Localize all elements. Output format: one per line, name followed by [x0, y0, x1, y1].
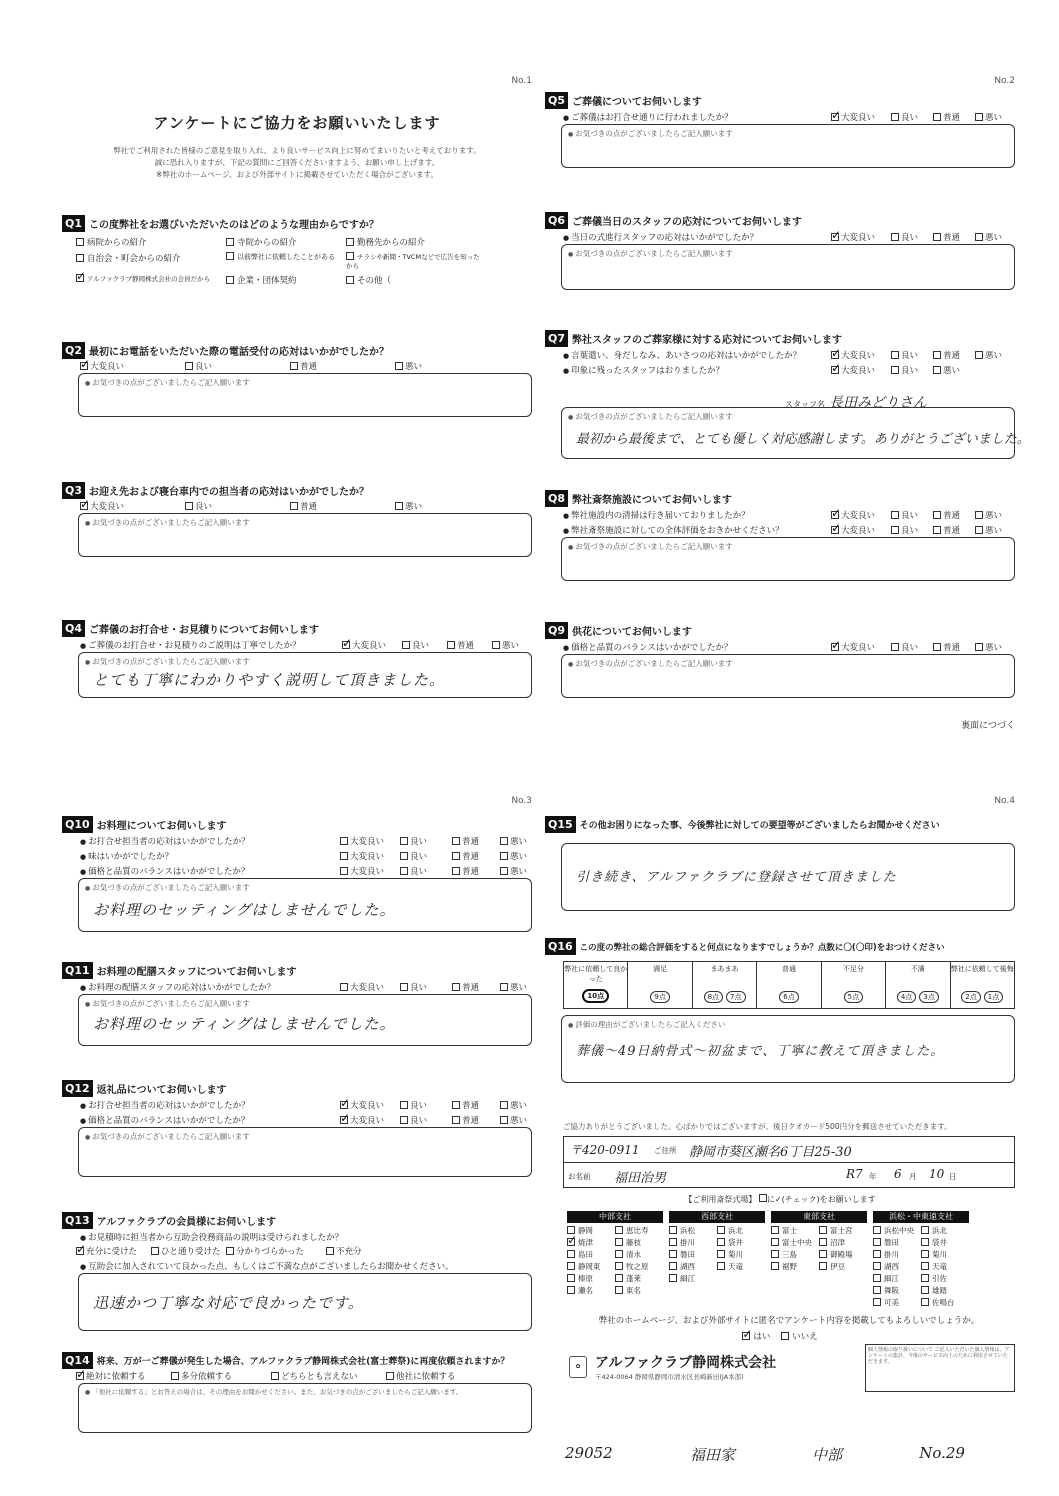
q7-handwritten-comment: 最初から最後まで、とても優しく対応感謝します。ありがとうございました。: [576, 432, 1030, 447]
q12-row1-opt-great[interactable]: ✓ 大変良い: [340, 1099, 400, 1111]
venue-option[interactable]: 湖西: [669, 1261, 717, 1272]
q4-opt-bad[interactable]: 悪い: [492, 639, 532, 651]
scale-cell: 弊社に依頼して良かった 10点: [563, 961, 627, 1009]
venue-option[interactable]: 袋井: [717, 1237, 765, 1248]
scale-cell: 普通 6点: [756, 961, 820, 1009]
q10-handwritten-comment: お料理のセッティングはしませんでした。: [93, 901, 396, 919]
score-5[interactable]: 5点: [844, 991, 863, 1003]
score-1[interactable]: 1点: [984, 991, 1003, 1003]
q15-comment-box[interactable]: [561, 843, 1015, 911]
q3-badge: Q3: [62, 482, 85, 499]
q1-option[interactable]: 自治会・町会からの紹介: [76, 252, 226, 270]
question-q11: [62, 962, 532, 1046]
venue-option[interactable]: 静岡東: [567, 1261, 615, 1272]
date-month[interactable]: 6: [894, 1167, 902, 1181]
venue-option[interactable]: 牧之原: [615, 1261, 663, 1272]
venue-option[interactable]: 菊川: [717, 1249, 765, 1260]
q4-comment-box[interactable]: ● お気づきの点がございましたらご記入願います とても丁寧にわかりやすく説明して頂きました。: [78, 652, 532, 698]
q7-row1-opt-good[interactable]: 良い: [891, 349, 933, 361]
q1-option[interactable]: その他（: [346, 274, 486, 286]
q5-opt-good[interactable]: 良い: [891, 111, 933, 123]
q14-title: 将来、万が一ご葬儀が発生した場合、アルファクラブ静岡株式会社(富士葬祭)に再度依頼されますか？: [96, 1357, 510, 1367]
q8-row2-opt-good[interactable]: 良い: [891, 524, 933, 536]
thanks-message: ご協力ありがとうございました。心ばかりではございますが、後日クオカード500円分を郵送させていただきます。: [563, 1122, 952, 1131]
question-q14: [62, 1352, 532, 1433]
q13-opt-unclear[interactable]: 分かりづらかった: [226, 1245, 326, 1257]
q11-opt-good[interactable]: 良い: [400, 981, 452, 993]
q4-title: ご葬儀のお打合せ・お見積りについてお伺いします: [89, 625, 319, 636]
score-6[interactable]: 6点: [779, 991, 798, 1003]
venue-option[interactable]: 御殿場: [819, 1249, 867, 1260]
q11-badge: Q11: [62, 962, 93, 979]
venue-option[interactable]: 浜北: [921, 1225, 969, 1236]
q16-handwritten-comment: 葬儀〜49日納骨式〜初盆まで、丁寧に教えて頂きました。: [576, 1044, 945, 1059]
venue-option-checked[interactable]: ✓焼津: [567, 1237, 615, 1248]
q12-row2-label: ● 価格と品質のバランスはいかがでしたか？: [80, 1114, 340, 1126]
q11-row-label: ● お料理の配膳スタッフの応対はいかがでしたか？: [80, 981, 340, 993]
q8-row2-opt-great[interactable]: ✓ 大変良い: [831, 524, 891, 536]
address-box: 〒420-0911 ご住所 静岡市葵区瀬名6丁目25-30 お名前 福田治男 R7 年 6 月 10 日: [563, 1136, 1015, 1188]
q12-comment-box[interactable]: ● お気づきの点がございましたらご記入願います: [78, 1127, 532, 1177]
q14-badge: Q14: [62, 1352, 93, 1369]
q13-handwritten-comment: 迅速かつ丁寧な対応で良かったです。: [93, 1294, 364, 1312]
question-q12: [62, 1080, 532, 1177]
q13-comment-box[interactable]: [78, 1273, 532, 1331]
q2-opt-great[interactable]: ✓大変良い: [80, 360, 185, 372]
q12-row2-opt-normal[interactable]: 普通: [452, 1114, 500, 1126]
q2-badge: Q2: [62, 342, 85, 359]
venue-option[interactable]: 細江: [873, 1273, 921, 1284]
q3-opt-bad[interactable]: 悪い: [395, 500, 500, 512]
q10-row1-opt-normal[interactable]: 普通: [452, 835, 500, 847]
q7-comment-box[interactable]: ● お気づきの点がございましたらご記入願います 最初から最後まで、とても優しく対応感謝します。ありがとうございました。: [561, 407, 1015, 459]
q4-row-label: ● ご葬儀のお打合せ・お見積りのご説明は丁寧でしたか？: [80, 639, 342, 651]
q12-badge: Q12: [62, 1080, 93, 1097]
branch-tobu: 東部支社 富士 富士宮 富士中央 沼津 三島 御殿場 裾野 伊豆: [771, 1211, 867, 1308]
publish-yes[interactable]: ✓はい: [742, 1332, 770, 1342]
venue-option[interactable]: 可美: [873, 1297, 921, 1308]
q6-opt-good[interactable]: 良い: [891, 231, 933, 243]
q3-opt-good[interactable]: 良い: [185, 500, 290, 512]
q10-row2-opt-good[interactable]: 良い: [400, 850, 452, 862]
score-4[interactable]: 4点: [897, 991, 916, 1003]
q8-comment-box[interactable]: ● お気づきの点がございましたらご記入願います: [561, 537, 1015, 581]
q5-opt-great[interactable]: ✓ 大変良い: [831, 111, 891, 123]
q6-title: ご葬儀当日のスタッフの応対についてお伺いします: [572, 217, 802, 228]
q11-opt-normal[interactable]: 普通: [452, 981, 500, 993]
q6-opt-bad[interactable]: 悪い: [975, 231, 1015, 243]
q10-row2-opt-great[interactable]: 大変良い: [340, 850, 400, 862]
venue-option[interactable]: 袋井: [921, 1237, 969, 1248]
q2-opt-bad[interactable]: 悪い: [395, 360, 500, 372]
q13-badge: Q13: [62, 1212, 93, 1229]
q8-badge: Q8: [545, 490, 568, 507]
question-q9: [545, 622, 1015, 731]
scale-cell: 満足 9点: [627, 961, 691, 1009]
q5-row-label: ● ご葬儀はお打合せ通りに行われましたか？: [563, 111, 831, 123]
q4-opt-normal[interactable]: 普通: [447, 639, 492, 651]
venue-option[interactable]: 掛川: [873, 1249, 921, 1260]
page-number: No.1: [511, 76, 532, 86]
q9-opt-normal[interactable]: 普通: [933, 641, 975, 653]
question-q5: [545, 92, 1015, 168]
question-q1: [62, 215, 532, 286]
q9-opt-bad[interactable]: 悪い: [975, 641, 1015, 653]
venue-option[interactable]: 引佐: [921, 1273, 969, 1284]
survey-title: アンケートにご協力をお願いいたします: [153, 114, 441, 132]
date-day[interactable]: 10: [929, 1167, 945, 1181]
q15-title: その他お困りになった事、今後弊社に対しての要望等がございましたらお聞かせください: [579, 821, 940, 831]
q10-row1-opt-great[interactable]: 大変良い: [340, 835, 400, 847]
q14-opt-definitely[interactable]: ✓絶対に依頼する: [76, 1370, 171, 1382]
q5-title: ご葬儀についてお伺いします: [572, 97, 702, 108]
q11-opt-bad[interactable]: 悪い: [500, 981, 532, 993]
q5-comment-box[interactable]: ● お気づきの点がございましたらご記入願います: [561, 124, 1015, 168]
q7-row1-opt-bad[interactable]: 悪い: [975, 349, 1015, 361]
venue-option[interactable]: 島田: [567, 1249, 615, 1260]
venue-option[interactable]: 伊豆: [819, 1261, 867, 1272]
q8-row2-opt-bad[interactable]: 悪い: [975, 524, 1015, 536]
q6-badge: Q6: [545, 212, 568, 229]
q12-title: 返礼品についてお伺いします: [96, 1085, 227, 1096]
branch-seibu: 西部支社 浜松 浜北 掛川 袋井 磐田 菊川 湖西 天竜 細江: [669, 1211, 765, 1308]
q9-opt-great[interactable]: ✓ 大変良い: [831, 641, 891, 653]
q9-badge: Q9: [545, 622, 568, 639]
question-q6: [545, 212, 1015, 290]
scale-cell: 不足分 5点: [821, 961, 885, 1009]
venue-option[interactable]: 細江: [669, 1273, 717, 1284]
q8-row1-opt-great[interactable]: ✓ 大変良い: [831, 509, 891, 521]
q10-row1-label: ● お打合せ担当者の応対はいかがでしたか？: [80, 835, 340, 847]
question-q4: [62, 620, 532, 698]
q16-comment-box[interactable]: ● 評価の理由がございましたらご記入ください 葬儀〜49日納骨式〜初盆まで、丁寧に教えて頂きました。: [561, 1015, 1015, 1083]
q16-rating-scale: [563, 961, 1015, 1009]
venue-option[interactable]: 裾野: [771, 1261, 819, 1272]
q9-row-label: ● 価格と品質のバランスはいかがでしたか？: [563, 641, 831, 653]
q4-opt-great[interactable]: ✓ 大変良い: [342, 639, 402, 651]
address-value[interactable]: 静岡市葵区瀬名6丁目25-30: [689, 1145, 852, 1160]
venue-option[interactable]: 菊川: [921, 1249, 969, 1260]
q7-row2-opt-bad[interactable]: 悪い: [933, 364, 1015, 376]
venue-option[interactable]: 富士中央: [771, 1237, 819, 1248]
venue-option[interactable]: 沼津: [819, 1237, 867, 1248]
q7-title: 弊社スタッフのご葬家様に対する応対についてお伺いします: [572, 335, 842, 346]
q9-opt-good[interactable]: 良い: [891, 641, 933, 653]
venue-option[interactable]: 天竜: [921, 1261, 969, 1272]
q7-staff-name: スタッフ名 長田みどりさん: [785, 395, 927, 411]
q16-title: この度の弊社の総合評価をすると何点になりますでしょうか？点数に〇(〇印)をおつけください: [579, 942, 945, 953]
q14-opt-undecided[interactable]: どちらとも言えない: [271, 1370, 386, 1382]
page-number: No.2: [994, 76, 1015, 86]
question-q3: [62, 482, 532, 557]
company-logo-icon: ✿: [569, 1356, 587, 1378]
branch-chubu: 中部支社 静岡 恵比寿 ✓焼津 藤枝 島田 清水 静岡東 牧之原 榛原 蓬莱 瀬名 東名: [567, 1211, 663, 1308]
q3-comment-box[interactable]: ● お気づきの点がございましたらご記入願います: [78, 513, 532, 557]
q12-row1-label: ● お打合せ担当者の応対はいかがでしたか？: [80, 1099, 340, 1111]
q13-opt-full[interactable]: ✓充分に受けた: [76, 1245, 151, 1257]
question-q10: [62, 816, 532, 932]
score-2[interactable]: 2点: [961, 991, 980, 1003]
question-q8: [545, 490, 1015, 581]
q13-opt-mostly[interactable]: ひと通り受けた: [151, 1245, 226, 1257]
q10-row2-opt-normal[interactable]: 普通: [452, 850, 500, 862]
q3-opt-normal[interactable]: 普通: [290, 500, 395, 512]
venue-option[interactable]: 磐田: [669, 1249, 717, 1260]
page-number: No.3: [511, 796, 532, 806]
q6-opt-normal[interactable]: 普通: [933, 231, 975, 243]
page-number: No.4: [994, 796, 1015, 806]
q8-row1-label: ● 弊社施設内の清掃は行き届いておりましたか？: [563, 509, 831, 521]
q13-row-label: ● お見積時に担当者から互助会役務商品の説明は受けられましたか？: [80, 1231, 532, 1243]
scale-cell: まあまあ 8点 7点: [692, 961, 756, 1009]
q10-title: お料理についてお伺いします: [96, 821, 227, 832]
q1-option[interactable]: 企業・団体契約: [226, 274, 346, 286]
venue-option[interactable]: 蓬莱: [615, 1273, 663, 1284]
date-era[interactable]: R7: [846, 1167, 863, 1181]
stamp-number: No.29: [919, 1444, 965, 1462]
q7-row2-opt-good[interactable]: 良い: [891, 364, 933, 376]
q7-row1-label: ● 言葉遣い、身だしなみ、あいさつの応対はいかがでしたか？: [563, 349, 831, 361]
q15-handwritten-comment: 引き続き、アルファクラブに登録させて頂きました: [576, 870, 897, 885]
handwritten-stamp-line: [565, 1444, 965, 1465]
contact-section: [545, 1115, 1015, 1381]
privacy-notice: 個人情報の取り扱いについて ご記入いただいた個人情報は、アンケートの集計、今後のサービス向上のために利用させていただきます。: [865, 1344, 1015, 1392]
venue-option[interactable]: 三島: [771, 1249, 819, 1260]
venue-option[interactable]: 佐鳴台: [921, 1297, 969, 1308]
q7-row1-opt-great[interactable]: ✓ 大変良い: [831, 349, 891, 361]
q7-badge: Q7: [545, 330, 568, 347]
venue-option[interactable]: 湖西: [873, 1261, 921, 1272]
scale-cell: 不満 4点 3点: [885, 961, 949, 1009]
publish-options: [545, 1330, 1015, 1342]
q2-opt-good[interactable]: 良い: [185, 360, 290, 372]
score-9[interactable]: 9点: [650, 991, 669, 1003]
q6-opt-great[interactable]: ✓ 大変良い: [831, 231, 891, 243]
q2-comment-box[interactable]: ● お気づきの点がございましたらご記入願います: [78, 373, 532, 417]
venue-option[interactable]: 恵比寿: [615, 1225, 663, 1236]
usage-title: 【ご利用斎祭式場】 に✓(チェック)をお願いします: [684, 1195, 876, 1204]
q3-title: お迎え先および寝台車内での担当者の応対はいかがでしたか？: [89, 487, 370, 498]
q1-option[interactable]: 寺院からの紹介: [226, 236, 346, 248]
q10-row2-opt-bad[interactable]: 悪い: [500, 850, 532, 862]
q4-opt-good[interactable]: 良い: [402, 639, 447, 651]
score-3[interactable]: 3点: [919, 991, 938, 1003]
company-footer: [569, 1347, 1015, 1381]
question-q15: [545, 816, 1015, 911]
venue-option[interactable]: 富士: [771, 1225, 819, 1236]
q7-row1-opt-normal[interactable]: 普通: [933, 349, 975, 361]
q10-row1-opt-bad[interactable]: 悪い: [500, 835, 532, 847]
venue-option[interactable]: 舞阪: [873, 1285, 921, 1296]
venue-option[interactable]: 静岡: [567, 1225, 615, 1236]
venue-option[interactable]: 榛原: [567, 1273, 615, 1284]
q12-row1-opt-normal[interactable]: 普通: [452, 1099, 500, 1111]
q1-title: この度弊社をお選びいただいたのはどのような理由からですか？: [89, 220, 379, 231]
q1-option[interactable]: 勤務先からの紹介: [346, 236, 486, 248]
q6-row-label: ● 当日の式進行スタッフの応対はいかがでしたか？: [563, 231, 831, 243]
q2-title: 最初にお電話をいただいた際の電話受付の応対はいかがでしたか？: [89, 347, 390, 358]
question-q16: [545, 938, 1015, 1083]
q8-title: 弊社斎祭施設についてお伺いします: [572, 495, 732, 506]
q8-row2-opt-normal[interactable]: 普通: [933, 524, 975, 536]
name-label: お名前: [568, 1172, 591, 1181]
q10-row1-opt-good[interactable]: 良い: [400, 835, 452, 847]
question-q7: [545, 330, 1030, 459]
q6-comment-box[interactable]: ● お気づきの点がございましたらご記入願います: [561, 244, 1015, 290]
q7-row2-label: ● 印象に残ったスタッフはおりましたか？: [563, 364, 831, 376]
question-q13: [62, 1212, 532, 1331]
q14-comment-box[interactable]: ● 「他社に依頼する」とお答えの場合は、その理由をお聞かせください。また、お気づきの点がございましたらご記入願います。: [78, 1383, 532, 1433]
q10-comment-box[interactable]: ● お気づきの点がございましたらご記入願います お料理のセッティングはしませんでした。: [78, 878, 532, 932]
venue-option[interactable]: 浜松: [669, 1225, 717, 1236]
q15-badge: Q15: [545, 816, 576, 833]
address-label: ご住所: [654, 1146, 677, 1155]
q14-opt-other-company[interactable]: 他社に依頼する: [386, 1370, 466, 1382]
venue-option[interactable]: 富士宮: [819, 1225, 867, 1236]
venue-option[interactable]: 瀬名: [567, 1285, 615, 1296]
q1-option[interactable]: 以前弊社に依頼したことがある: [226, 252, 346, 270]
publish-no[interactable]: いいえ: [781, 1332, 818, 1342]
venue-option[interactable]: 雄踏: [921, 1285, 969, 1296]
q1-option[interactable]: チラシや新聞・TVCMなどで広告を知ったから: [346, 253, 480, 270]
q11-opt-great[interactable]: 大変良い: [340, 981, 400, 993]
branch-list: [567, 1211, 1015, 1308]
q11-comment-box[interactable]: ● お気づきの点がございましたらご記入願います お料理のセッティングはしませんでした。: [78, 994, 532, 1046]
venue-option[interactable]: 浜北: [717, 1225, 765, 1236]
company-name: アルファクラブ静岡株式会社: [595, 1355, 777, 1371]
q11-handwritten-comment: お料理のセッティングはしませんでした。: [93, 1015, 396, 1033]
company-address: 〒424-0064 静岡県静岡市清水区長崎新田(JA本部): [595, 1373, 744, 1381]
q16-badge: Q16: [545, 938, 576, 955]
q10-row3-opt-good[interactable]: 良い: [400, 865, 452, 877]
q5-opt-bad[interactable]: 悪い: [975, 111, 1015, 123]
q5-badge: Q5: [545, 92, 568, 109]
q7-row2-opt-great[interactable]: ✓ 大変良い: [831, 364, 891, 376]
q9-comment-box[interactable]: ● お気づきの点がございましたらご記入願います: [561, 654, 1015, 698]
score-7[interactable]: 7点: [726, 991, 745, 1003]
score-8[interactable]: 8点: [704, 991, 723, 1003]
continue-note: 裏面につづく: [961, 721, 1015, 731]
venue-option[interactable]: 藤枝: [615, 1237, 663, 1248]
publish-question: 弊社のホームページ、および外部サイトに匿名でアンケート内容を掲載してもよろしいでしょうか。: [598, 1316, 980, 1326]
q13-title: アルファクラブの会員様にお伺いします: [96, 1217, 277, 1228]
stamp-family: 福田家: [689, 1446, 735, 1464]
question-q2: [62, 342, 532, 417]
q5-opt-normal[interactable]: 普通: [933, 111, 975, 123]
q10-row3-opt-great[interactable]: 大変良い: [340, 865, 400, 877]
venue-option[interactable]: 東名: [615, 1285, 663, 1296]
q10-row3-label: ● 価格と品質のバランスはいかがでしたか？: [80, 865, 340, 877]
q4-handwritten-comment: とても丁寧にわかりやすく説明して頂きました。: [93, 671, 446, 689]
q12-row1-opt-bad[interactable]: 悪い: [500, 1099, 532, 1111]
q10-badge: Q10: [62, 816, 93, 833]
q8-row2-label: ● 弊社斎祭施設に対しての全体評価をおきかせください？: [563, 524, 831, 536]
q14-opt-probably[interactable]: 多分依頼する: [171, 1370, 271, 1382]
venue-option[interactable]: 掛川: [669, 1237, 717, 1248]
q13-row2-label: ● 互助会に加入されていて良かった点、もしくはご不満な点がございましたらお聞かせください。: [80, 1260, 532, 1272]
scale-cell: 弊社に依頼して後悔 2点 1点: [950, 961, 1015, 1009]
q10-row3-opt-normal[interactable]: 普通: [452, 865, 500, 877]
q12-row2-opt-great[interactable]: ✓ 大変良い: [340, 1114, 400, 1126]
q1-badge: Q1: [62, 215, 85, 232]
q10-row3-opt-bad[interactable]: 悪い: [500, 865, 532, 877]
venue-option[interactable]: 磐田: [873, 1237, 921, 1248]
q4-badge: Q4: [62, 620, 85, 637]
q10-row2-label: ● 味はいかがでしたか？: [80, 850, 340, 862]
q8-row1-opt-good[interactable]: 良い: [891, 509, 933, 521]
page-1: [62, 70, 532, 689]
q8-row1-opt-normal[interactable]: 普通: [933, 509, 975, 521]
stamp-code: 29052: [565, 1444, 613, 1462]
q8-row1-opt-bad[interactable]: 悪い: [975, 509, 1015, 521]
name-value[interactable]: 福田治男: [614, 1171, 667, 1186]
branch-hamamatsu: 浜松・中東遠支社 浜松中央 浜北 磐田 袋井 掛川 菊川 湖西 天竜 細江 引佐 舞阪 雄踏 可美 佐鳴台: [873, 1211, 969, 1308]
q12-row2-opt-bad[interactable]: 悪い: [500, 1114, 532, 1126]
q11-title: お料理の配膳スタッフについてお伺いします: [96, 967, 297, 978]
q1-option[interactable]: 病院からの紹介: [76, 236, 226, 248]
q1-option-checked[interactable]: ✓アルファクラブ静岡株式会社の会員だから: [76, 274, 226, 286]
venue-option[interactable]: 浜松中央: [873, 1225, 921, 1236]
q13-opt-insufficient[interactable]: 不充分: [326, 1245, 386, 1257]
survey-intro: 弊社でご利用された皆様のご意見を取り入れ、より良いサービス向上に努めてまいりたいと考えております。 誠に恐れ入りますが、下記の質問にご回答くださいますよう、お願い申し上げます。 ※弊社のホームページ、および外部サイトに掲載させていただく場合がございます。: [113, 146, 481, 179]
zip-code[interactable]: 〒420-0911: [570, 1143, 640, 1157]
q12-row2-opt-good[interactable]: 良い: [400, 1114, 452, 1126]
q9-title: 供花についてお伺いします: [572, 627, 692, 638]
q3-opt-great[interactable]: ✓大変良い: [80, 500, 185, 512]
venue-option[interactable]: 天竜: [717, 1261, 765, 1272]
score-10-selected[interactable]: 10点: [582, 989, 609, 1003]
venue-option[interactable]: 清水: [615, 1249, 663, 1260]
q12-row1-opt-good[interactable]: 良い: [400, 1099, 452, 1111]
stamp-branch: 中部: [812, 1446, 843, 1464]
q2-opt-normal[interactable]: 普通: [290, 360, 395, 372]
